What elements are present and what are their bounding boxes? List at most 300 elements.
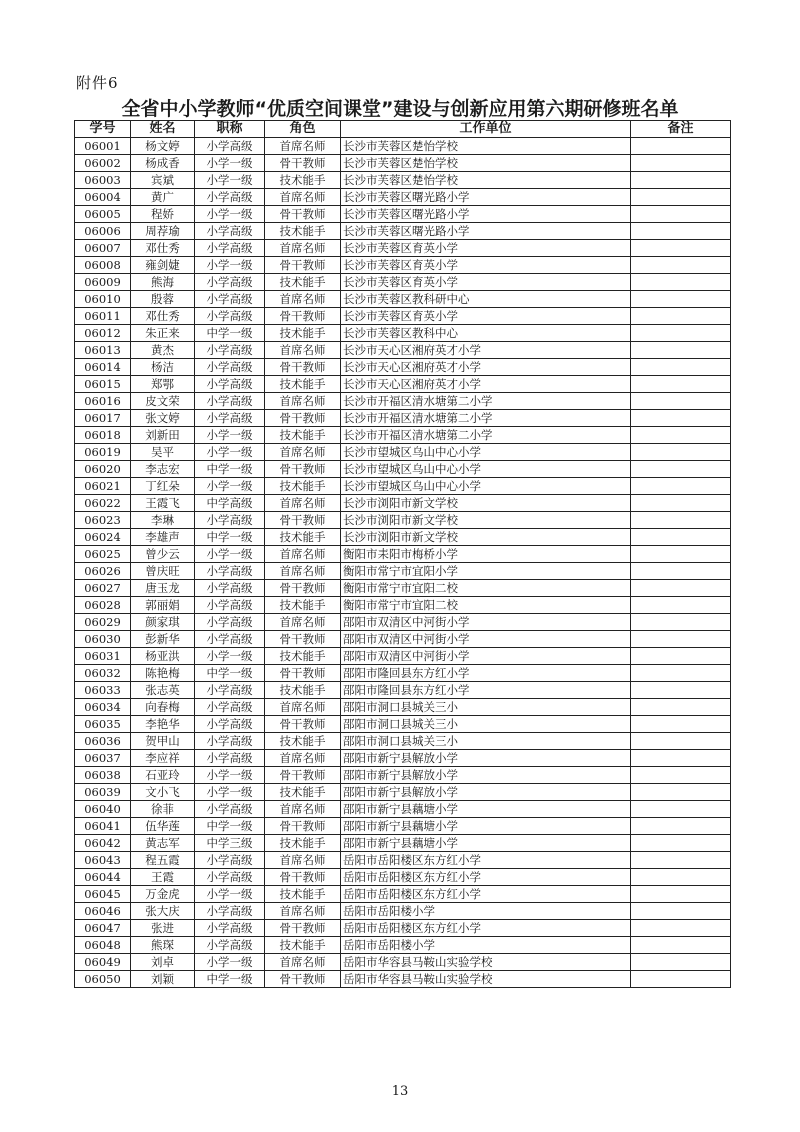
cell-name: 丁红朵: [131, 478, 195, 495]
cell-student-id: 06013: [75, 342, 131, 359]
cell-student-id: 06038: [75, 767, 131, 784]
document-title: 全省中小学教师“优质空间课堂”建设与创新应用第六期研修班名单: [121, 98, 679, 120]
cell-title: 小学高级: [195, 937, 265, 954]
cell-remark: [631, 903, 731, 920]
cell-work-unit: 邵阳市洞口县城关三小: [341, 733, 631, 750]
cell-remark: [631, 614, 731, 631]
table-row: [75, 971, 731, 988]
cell-title: 中学一级: [195, 971, 265, 988]
cell-student-id: 06004: [75, 189, 131, 206]
cell-remark: [631, 427, 731, 444]
cell-remark: [631, 886, 731, 903]
cell-role: 首席名师: [265, 699, 341, 716]
cell-role: 首席名师: [265, 495, 341, 512]
cell-work-unit: 长沙市芙蓉区曙光路小学: [341, 206, 631, 223]
cell-role: 骨干教师: [265, 971, 341, 988]
cell-work-unit: 邵阳市新宁县藕塘小学: [341, 835, 631, 852]
cell-title: 小学高级: [195, 716, 265, 733]
cell-student-id: 06043: [75, 852, 131, 869]
table-row: [75, 954, 731, 971]
cell-remark: [631, 733, 731, 750]
cell-name: 彭新华: [131, 631, 195, 648]
cell-remark: [631, 648, 731, 665]
cell-title: 小学一级: [195, 886, 265, 903]
cell-work-unit: 长沙市芙蓉区育英小学: [341, 274, 631, 291]
table-row: [75, 189, 731, 206]
cell-work-unit: 长沙市浏阳市新文学校: [341, 529, 631, 546]
cell-name: 向春梅: [131, 699, 195, 716]
cell-student-id: 06019: [75, 444, 131, 461]
cell-remark: [631, 410, 731, 427]
cell-remark: [631, 563, 731, 580]
cell-student-id: 06010: [75, 291, 131, 308]
cell-title: 小学一级: [195, 954, 265, 971]
cell-role: 技术能手: [265, 784, 341, 801]
table-row: [75, 274, 731, 291]
cell-role: 骨干教师: [265, 308, 341, 325]
cell-name: 石亚玲: [131, 767, 195, 784]
cell-title: 小学高级: [195, 512, 265, 529]
cell-work-unit: 岳阳市岳阳楼区东方红小学: [341, 920, 631, 937]
cell-title: 小学高级: [195, 189, 265, 206]
cell-remark: [631, 308, 731, 325]
cell-student-id: 06049: [75, 954, 131, 971]
cell-title: 小学高级: [195, 631, 265, 648]
table-row: [75, 716, 731, 733]
table-row: [75, 325, 731, 342]
cell-student-id: 06030: [75, 631, 131, 648]
cell-work-unit: 邵阳市隆回县东方红小学: [341, 682, 631, 699]
cell-role: 首席名师: [265, 903, 341, 920]
cell-remark: [631, 818, 731, 835]
cell-name: 黄广: [131, 189, 195, 206]
cell-work-unit: 邵阳市新宁县解放小学: [341, 767, 631, 784]
cell-student-id: 06050: [75, 971, 131, 988]
cell-work-unit: 长沙市芙蓉区育英小学: [341, 257, 631, 274]
cell-remark: [631, 444, 731, 461]
cell-student-id: 06001: [75, 138, 131, 155]
cell-role: 技术能手: [265, 682, 341, 699]
cell-name: 文小飞: [131, 784, 195, 801]
cell-title: 中学三级: [195, 835, 265, 852]
cell-title: 小学一级: [195, 546, 265, 563]
cell-role: 骨干教师: [265, 716, 341, 733]
cell-remark: [631, 937, 731, 954]
cell-remark: [631, 257, 731, 274]
cell-role: 技术能手: [265, 223, 341, 240]
cell-work-unit: 岳阳市岳阳楼区东方红小学: [341, 869, 631, 886]
cell-role: 骨干教师: [265, 818, 341, 835]
cell-work-unit: 长沙市开福区清水塘第二小学: [341, 393, 631, 410]
cell-name: 邓仕秀: [131, 308, 195, 325]
cell-role: 首席名师: [265, 342, 341, 359]
cell-name: 王霞飞: [131, 495, 195, 512]
cell-work-unit: 长沙市天心区湘府英才小学: [341, 342, 631, 359]
cell-name: 宾斌: [131, 172, 195, 189]
cell-work-unit: 长沙市天心区湘府英才小学: [341, 376, 631, 393]
cell-remark: [631, 206, 731, 223]
cell-role: 骨干教师: [265, 665, 341, 682]
cell-work-unit: 长沙市芙蓉区教科中心: [341, 325, 631, 342]
cell-remark: [631, 801, 731, 818]
cell-work-unit: 长沙市望城区乌山中心小学: [341, 461, 631, 478]
cell-remark: [631, 546, 731, 563]
cell-student-id: 06048: [75, 937, 131, 954]
cell-name: 伍华莲: [131, 818, 195, 835]
cell-student-id: 06022: [75, 495, 131, 512]
cell-work-unit: 邵阳市双清区中河街小学: [341, 631, 631, 648]
cell-work-unit: 长沙市开福区清水塘第二小学: [341, 410, 631, 427]
cell-remark: [631, 954, 731, 971]
table-row: [75, 699, 731, 716]
page-number: 13: [391, 1084, 409, 1099]
table-row: [75, 155, 731, 172]
cell-name: 皮文荣: [131, 393, 195, 410]
cell-role: 技术能手: [265, 937, 341, 954]
cell-student-id: 06025: [75, 546, 131, 563]
cell-work-unit: 长沙市芙蓉区楚怡学校: [341, 155, 631, 172]
cell-remark: [631, 529, 731, 546]
roster-body: [75, 138, 731, 988]
table-row: [75, 206, 731, 223]
cell-name: 张志英: [131, 682, 195, 699]
cell-student-id: 06027: [75, 580, 131, 597]
cell-role: 骨干教师: [265, 869, 341, 886]
cell-title: 小学高级: [195, 920, 265, 937]
table-row: [75, 342, 731, 359]
cell-role: 技术能手: [265, 478, 341, 495]
cell-title: 小学高级: [195, 138, 265, 155]
cell-name: 万金虎: [131, 886, 195, 903]
cell-role: 首席名师: [265, 563, 341, 580]
cell-role: 技术能手: [265, 733, 341, 750]
cell-student-id: 06012: [75, 325, 131, 342]
cell-student-id: 06009: [75, 274, 131, 291]
column-header-name: 姓名: [131, 121, 195, 138]
cell-role: 首席名师: [265, 444, 341, 461]
table-row: [75, 529, 731, 546]
cell-work-unit: 邵阳市新宁县解放小学: [341, 750, 631, 767]
cell-name: 陈艳梅: [131, 665, 195, 682]
table-row: [75, 257, 731, 274]
cell-name: 李雄声: [131, 529, 195, 546]
cell-work-unit: 邵阳市双清区中河街小学: [341, 648, 631, 665]
cell-student-id: 06024: [75, 529, 131, 546]
table-row: [75, 937, 731, 954]
cell-role: 首席名师: [265, 393, 341, 410]
cell-title: 小学高级: [195, 359, 265, 376]
cell-title: 小学一级: [195, 257, 265, 274]
cell-role: 技术能手: [265, 835, 341, 852]
cell-remark: [631, 461, 731, 478]
cell-remark: [631, 223, 731, 240]
cell-remark: [631, 189, 731, 206]
cell-role: 首席名师: [265, 291, 341, 308]
cell-work-unit: 邵阳市新宁县解放小学: [341, 784, 631, 801]
table-row: [75, 393, 731, 410]
cell-title: 中学一级: [195, 665, 265, 682]
table-row: [75, 750, 731, 767]
cell-title: 小学高级: [195, 393, 265, 410]
cell-role: 首席名师: [265, 750, 341, 767]
table-row: [75, 512, 731, 529]
table-row: [75, 580, 731, 597]
cell-remark: [631, 240, 731, 257]
cell-role: 骨干教师: [265, 631, 341, 648]
table-row: [75, 410, 731, 427]
table-row: [75, 818, 731, 835]
cell-role: 首席名师: [265, 954, 341, 971]
cell-student-id: 06044: [75, 869, 131, 886]
cell-work-unit: 岳阳市岳阳楼小学: [341, 937, 631, 954]
cell-role: 骨干教师: [265, 410, 341, 427]
cell-role: 技术能手: [265, 325, 341, 342]
table-row: [75, 614, 731, 631]
cell-name: 刘颖: [131, 971, 195, 988]
cell-role: 技术能手: [265, 529, 341, 546]
cell-role: 技术能手: [265, 648, 341, 665]
cell-title: 小学高级: [195, 801, 265, 818]
table-row: [75, 444, 731, 461]
cell-student-id: 06046: [75, 903, 131, 920]
attachment-label: 附件6: [76, 74, 119, 92]
column-header-unit: 工作单位: [341, 121, 631, 138]
cell-work-unit: 长沙市芙蓉区育英小学: [341, 240, 631, 257]
cell-title: 小学高级: [195, 750, 265, 767]
table-row: [75, 172, 731, 189]
cell-title: 中学一级: [195, 818, 265, 835]
cell-remark: [631, 376, 731, 393]
cell-work-unit: 长沙市开福区清水塘第二小学: [341, 427, 631, 444]
cell-role: 技术能手: [265, 274, 341, 291]
table-row: [75, 546, 731, 563]
roster-header: [75, 121, 731, 138]
cell-role: 技术能手: [265, 376, 341, 393]
cell-work-unit: 长沙市浏阳市新文学校: [341, 495, 631, 512]
table-row: [75, 240, 731, 257]
cell-work-unit: 衡阳市耒阳市梅桥小学: [341, 546, 631, 563]
cell-work-unit: 长沙市芙蓉区育英小学: [341, 308, 631, 325]
table-row: [75, 733, 731, 750]
cell-name: 贺甲山: [131, 733, 195, 750]
table-row: [75, 648, 731, 665]
cell-work-unit: 长沙市浏阳市新文学校: [341, 512, 631, 529]
cell-title: 小学高级: [195, 903, 265, 920]
cell-role: 技术能手: [265, 886, 341, 903]
cell-work-unit: 岳阳市岳阳楼小学: [341, 903, 631, 920]
cell-title: 小学一级: [195, 444, 265, 461]
cell-remark: [631, 172, 731, 189]
cell-work-unit: 邵阳市新宁县藕塘小学: [341, 818, 631, 835]
cell-student-id: 06029: [75, 614, 131, 631]
cell-remark: [631, 869, 731, 886]
cell-student-id: 06008: [75, 257, 131, 274]
column-header-remark: 备注: [631, 121, 731, 138]
table-row: [75, 886, 731, 903]
cell-work-unit: 岳阳市岳阳楼区东方红小学: [341, 852, 631, 869]
cell-remark: [631, 852, 731, 869]
cell-role: 技术能手: [265, 427, 341, 444]
cell-title: 中学一级: [195, 325, 265, 342]
cell-work-unit: 长沙市芙蓉区楚怡学校: [341, 172, 631, 189]
cell-student-id: 06016: [75, 393, 131, 410]
table-row: [75, 461, 731, 478]
cell-remark: [631, 784, 731, 801]
cell-name: 郭丽娟: [131, 597, 195, 614]
cell-remark: [631, 716, 731, 733]
column-header-id: 学号: [75, 121, 131, 138]
column-header-role: 角色: [265, 121, 341, 138]
cell-name: 熊琛: [131, 937, 195, 954]
cell-role: 骨干教师: [265, 257, 341, 274]
cell-student-id: 06026: [75, 563, 131, 580]
cell-name: 颜家琪: [131, 614, 195, 631]
cell-name: 张文婷: [131, 410, 195, 427]
cell-work-unit: 长沙市芙蓉区曙光路小学: [341, 223, 631, 240]
cell-name: 朱正来: [131, 325, 195, 342]
table-row: [75, 920, 731, 937]
table-row: [75, 376, 731, 393]
cell-title: 小学一级: [195, 767, 265, 784]
cell-title: 小学一级: [195, 784, 265, 801]
cell-student-id: 06007: [75, 240, 131, 257]
cell-remark: [631, 750, 731, 767]
cell-name: 杨成香: [131, 155, 195, 172]
cell-title: 小学高级: [195, 852, 265, 869]
cell-name: 李琳: [131, 512, 195, 529]
cell-name: 徐菲: [131, 801, 195, 818]
table-row: [75, 767, 731, 784]
cell-role: 首席名师: [265, 852, 341, 869]
table-row: [75, 223, 731, 240]
cell-role: 骨干教师: [265, 359, 341, 376]
cell-student-id: 06045: [75, 886, 131, 903]
cell-role: 骨干教师: [265, 206, 341, 223]
cell-remark: [631, 665, 731, 682]
cell-student-id: 06036: [75, 733, 131, 750]
cell-name: 黄志军: [131, 835, 195, 852]
cell-title: 小学高级: [195, 699, 265, 716]
cell-title: 中学一级: [195, 461, 265, 478]
cell-work-unit: 长沙市芙蓉区教科研中心: [341, 291, 631, 308]
cell-work-unit: 长沙市天心区湘府英才小学: [341, 359, 631, 376]
column-header-title: 职称: [195, 121, 265, 138]
cell-name: 张进: [131, 920, 195, 937]
cell-remark: [631, 580, 731, 597]
cell-student-id: 06017: [75, 410, 131, 427]
cell-role: 骨干教师: [265, 512, 341, 529]
table-row: [75, 835, 731, 852]
cell-name: 刘新田: [131, 427, 195, 444]
cell-student-id: 06032: [75, 665, 131, 682]
cell-role: 骨干教师: [265, 580, 341, 597]
cell-title: 小学一级: [195, 427, 265, 444]
cell-role: 骨干教师: [265, 767, 341, 784]
cell-title: 小学高级: [195, 240, 265, 257]
cell-title: 小学高级: [195, 580, 265, 597]
cell-remark: [631, 274, 731, 291]
cell-work-unit: 邵阳市洞口县城关三小: [341, 716, 631, 733]
cell-student-id: 06011: [75, 308, 131, 325]
cell-remark: [631, 478, 731, 495]
cell-remark: [631, 971, 731, 988]
cell-title: 中学高级: [195, 495, 265, 512]
cell-remark: [631, 512, 731, 529]
cell-work-unit: 长沙市芙蓉区楚怡学校: [341, 138, 631, 155]
cell-remark: [631, 631, 731, 648]
cell-role: 首席名师: [265, 189, 341, 206]
cell-role: 首席名师: [265, 801, 341, 818]
table-row: [75, 682, 731, 699]
cell-name: 殷蓉: [131, 291, 195, 308]
cell-title: 小学高级: [195, 410, 265, 427]
cell-name: 熊海: [131, 274, 195, 291]
table-row: [75, 563, 731, 580]
cell-work-unit: 邵阳市洞口县城关三小: [341, 699, 631, 716]
cell-name: 黄杰: [131, 342, 195, 359]
cell-student-id: 06042: [75, 835, 131, 852]
cell-title: 小学一级: [195, 155, 265, 172]
cell-student-id: 06041: [75, 818, 131, 835]
table-row: [75, 852, 731, 869]
cell-name: 张大庆: [131, 903, 195, 920]
cell-name: 杨亚洪: [131, 648, 195, 665]
cell-name: 曾庆旺: [131, 563, 195, 580]
cell-student-id: 06034: [75, 699, 131, 716]
table-row: [75, 495, 731, 512]
cell-work-unit: 邵阳市双清区中河街小学: [341, 614, 631, 631]
cell-remark: [631, 767, 731, 784]
cell-role: 首席名师: [265, 546, 341, 563]
cell-title: 小学高级: [195, 869, 265, 886]
cell-remark: [631, 325, 731, 342]
cell-role: 骨干教师: [265, 155, 341, 172]
cell-title: 小学高级: [195, 376, 265, 393]
cell-name: 杨文婷: [131, 138, 195, 155]
table-row: [75, 138, 731, 155]
cell-role: 技术能手: [265, 172, 341, 189]
table-row: [75, 801, 731, 818]
cell-remark: [631, 342, 731, 359]
cell-role: 骨干教师: [265, 920, 341, 937]
cell-student-id: 06003: [75, 172, 131, 189]
cell-name: 邓仕秀: [131, 240, 195, 257]
cell-work-unit: 衡阳市常宁市宜阳二校: [341, 580, 631, 597]
cell-work-unit: 岳阳市岳阳楼区东方红小学: [341, 886, 631, 903]
cell-remark: [631, 155, 731, 172]
cell-name: 李志宏: [131, 461, 195, 478]
cell-remark: [631, 359, 731, 376]
cell-work-unit: 邵阳市新宁县藕塘小学: [341, 801, 631, 818]
cell-name: 李艳华: [131, 716, 195, 733]
cell-title: 小学高级: [195, 597, 265, 614]
cell-student-id: 06020: [75, 461, 131, 478]
cell-student-id: 06006: [75, 223, 131, 240]
cell-student-id: 06035: [75, 716, 131, 733]
table-row: [75, 665, 731, 682]
cell-student-id: 06031: [75, 648, 131, 665]
cell-work-unit: 长沙市望城区乌山中心小学: [341, 444, 631, 461]
cell-title: 小学高级: [195, 291, 265, 308]
cell-title: 小学高级: [195, 733, 265, 750]
cell-name: 程娇: [131, 206, 195, 223]
cell-remark: [631, 835, 731, 852]
cell-remark: [631, 291, 731, 308]
cell-student-id: 06037: [75, 750, 131, 767]
cell-name: 吴平: [131, 444, 195, 461]
cell-remark: [631, 597, 731, 614]
cell-student-id: 06014: [75, 359, 131, 376]
